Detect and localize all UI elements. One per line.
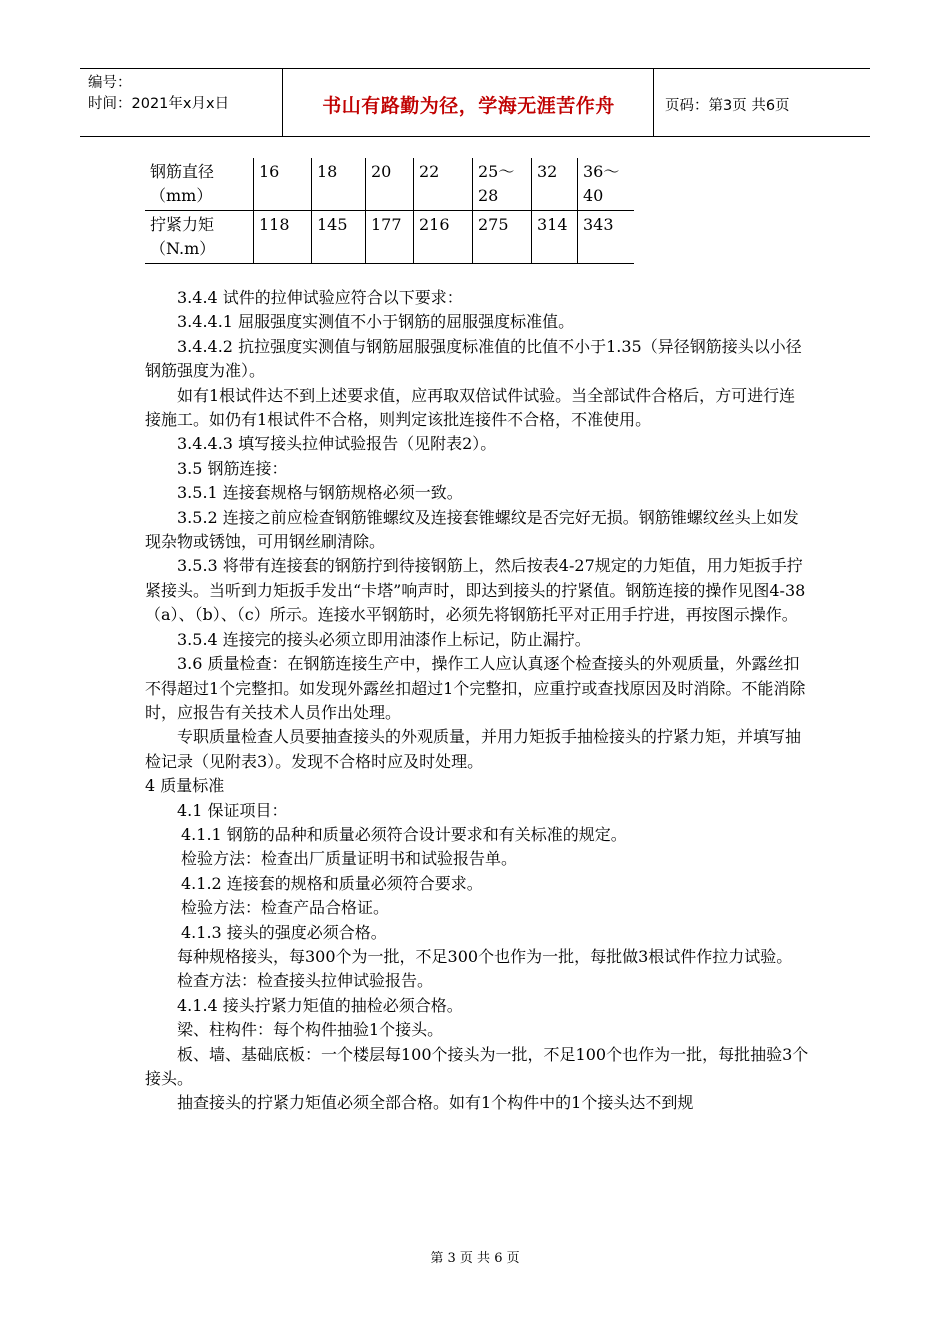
paragraph: 3.5.2 连接之前应检查钢筋锥螺纹及连接套锥螺纹是否完好无损。钢筋锥螺纹丝头上如发现杂物或锈蚀，可用钢丝刷清除。 — [145, 507, 799, 552]
paragraph: 检验方法：检查产品合格证。 — [181, 898, 390, 918]
paragraph: 4.1.1 钢筋的品种和质量必须符合设计要求和有关标准的规定。 — [181, 824, 627, 844]
table-cell: 32 — [532, 158, 578, 211]
table-cell: 16 — [254, 158, 312, 211]
table-cell: 343 — [578, 211, 635, 264]
table-row — [145, 211, 634, 264]
document-date: 时间：2021年x月x日 — [88, 96, 230, 112]
table-cell: 25～28 — [473, 158, 532, 211]
paragraph: 3.4.4.1 屈服强度实测值不小于钢筋的屈服强度标准值。 — [177, 312, 575, 332]
paragraph: 检验方法：检查出厂质量证明书和试验报告单。 — [181, 849, 518, 869]
paragraph: 3.6 质量检查：在钢筋连接生产中，操作工人应认真逐个检查接头的外观质量，外露丝扣不得超过1个完整扣。如发现外露丝扣超过1个完整扣，应重拧或查找原因及时消除。不能消除时，应报告有关技术人员作出处理。 — [145, 654, 806, 722]
paragraph: 梁、柱构件：每个构件抽验1个接头。 — [177, 1020, 444, 1040]
paragraph: 3.4.4.3 填写接头拉伸试验报告（见附表2）。 — [177, 434, 497, 454]
paragraph: 抽查接头的拧紧力矩值必须全部合格。如有1个构件中的1个接头达不到规 — [177, 1093, 694, 1113]
table-cell: 22 — [414, 158, 473, 211]
table-cell: 36～40 — [578, 158, 635, 211]
paragraph: 3.4.4 试件的拉伸试验应符合以下要求： — [177, 288, 463, 307]
table-cell: 钢筋直径（mm） — [145, 158, 254, 211]
paragraph: 3.5.1 连接套规格与钢筋规格必须一致。 — [177, 483, 463, 503]
header-page-info: 页码：第3页 共6页 — [665, 98, 790, 114]
table-row — [145, 158, 634, 211]
paragraph: 检查方法：检查接头拉伸试验报告。 — [177, 971, 434, 991]
paragraph: 4.1.2 连接套的规格和质量必须符合要求。 — [181, 873, 483, 893]
header-meta — [88, 73, 288, 115]
header-divider — [653, 69, 654, 136]
paragraph: 每种规格接头，每300个为一批，不足300个也作为一批，每批做3根试件作拉力试验。 — [177, 946, 793, 966]
paragraph: 4.1.4 接头拧紧力矩值的抽检必须合格。 — [177, 995, 463, 1015]
paragraph: 4.1.3 接头的强度必须合格。 — [181, 922, 387, 942]
table-cell: 314 — [532, 211, 578, 264]
page-footer: 第 3 页 共 6 页 — [430, 1251, 520, 1266]
paragraph: 3.4.4.2 抗拉强度实测值与钢筋屈服强度标准值的比值不小于1.35（异径钢筋接头以小径钢筋强度为准）。 — [145, 336, 802, 381]
document-number-label: 编号： — [88, 75, 132, 91]
table-cell: 145 — [312, 211, 366, 264]
table-cell: 20 — [366, 158, 414, 211]
document-header — [80, 68, 870, 137]
section-heading: 4 质量标准 — [145, 776, 225, 796]
paragraph: 板、墙、基础底板：一个楼层每100个接头为一批，不足100个也作为一批，每批抽验3个接头。 — [145, 1044, 809, 1088]
paragraph: 3.5.4 连接完的接头必须立即用油漆作上标记，防止漏拧。 — [177, 629, 591, 649]
table-cell: 118 — [254, 211, 312, 264]
header-motto: 书山有路勤为径，学海无涯苦作舟 — [322, 95, 615, 117]
paragraph: 3.5 钢筋连接： — [177, 458, 288, 478]
body-text — [145, 286, 810, 1116]
table-cell: 18 — [312, 158, 366, 211]
paragraph: 3.5.3 将带有连接套的钢筋拧到待接钢筋上，然后按表4-27规定的力矩值，用力矩扳手拧紧接头。当听到力矩扳手发出“卡塔”响声时，即达到接头的拧紧值。钢筋连接的操作见图4-38（a）、（b）、（c）所示。连接水平钢筋时，必须先将钢筋托平对正用手拧进，再按图示操作。 — [145, 556, 806, 625]
paragraph: 4.1 保证项目： — [177, 800, 288, 820]
torque-table — [145, 158, 634, 264]
table-cell: 216 — [414, 211, 473, 264]
paragraph: 专职质量检查人员要抽查接头的外观质量，并用力矩扳手抽检接头的拧紧力矩，并填写抽检记录（见附表3）。发现不合格时应及时处理。 — [145, 727, 802, 771]
table-cell: 177 — [366, 211, 414, 264]
header-divider — [282, 69, 283, 136]
table-cell: 拧紧力矩（N.m） — [145, 211, 254, 264]
paragraph: 如有1根试件达不到上述要求值，应再取双倍试件试验。当全部试件合格后，方可进行连接施工。如仍有1根试件不合格，则判定该批连接件不合格，不准使用。 — [145, 385, 796, 430]
table-cell: 275 — [473, 211, 532, 264]
